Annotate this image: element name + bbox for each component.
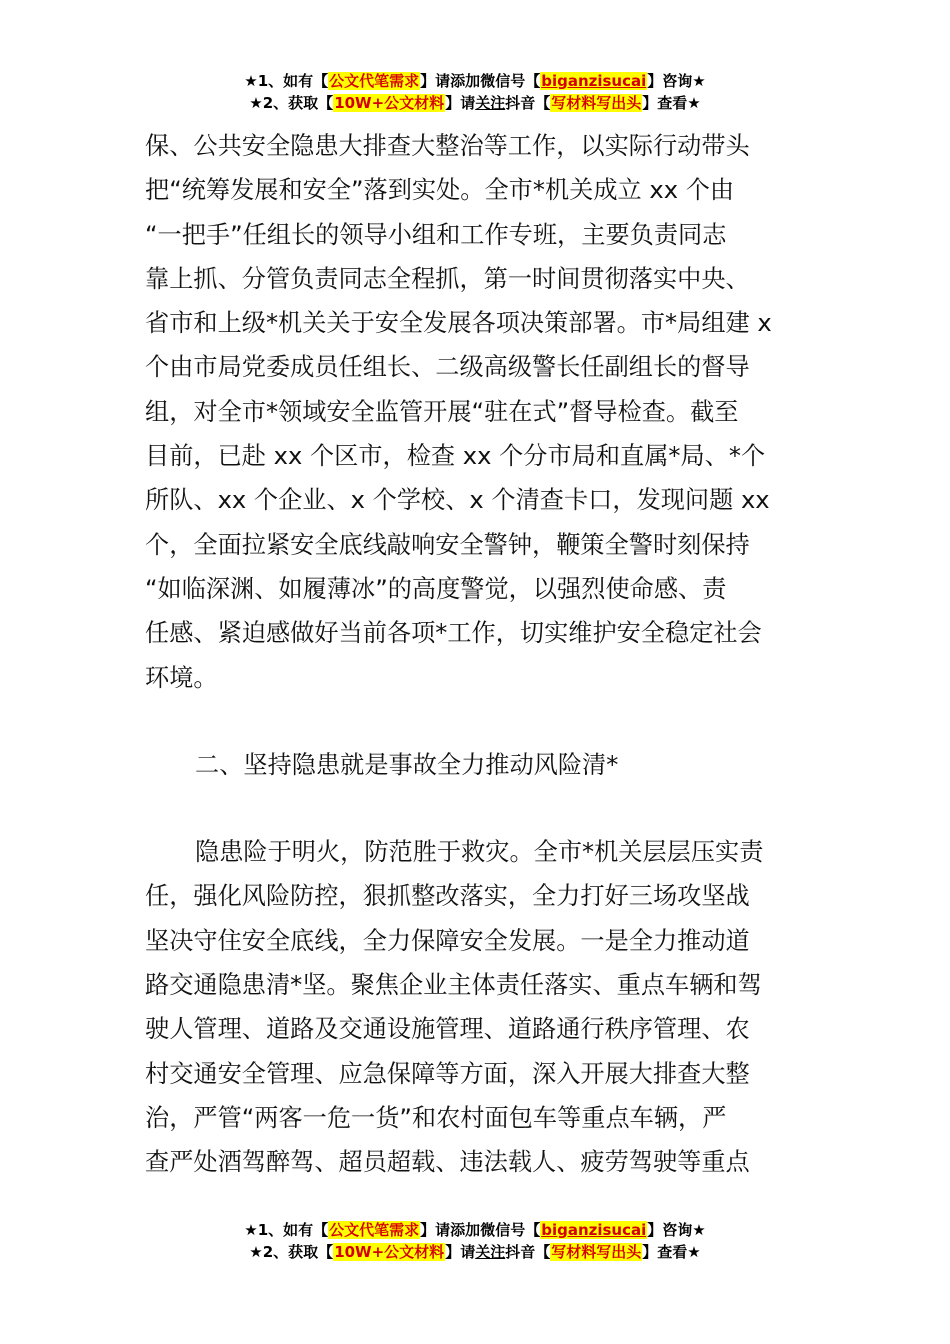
text-line: 治，严管“两客一危一货”和农村面包车等重点车辆，严 (145, 1103, 727, 1132)
text-line: “如临深渊、如履薄冰”的高度警觉，以强烈使命感、责 (145, 574, 727, 603)
text-line: “一把手”任组长的领导小组和工作专班，主要负责同志 (145, 220, 727, 249)
wechat-id-highlight[interactable]: biganzisucai (541, 1221, 647, 1239)
text-line: 个，全面拉紧安全底线敲响安全警钟，鞭策全警时刻保持 (145, 530, 750, 559)
douyin-account-highlight[interactable]: 写材料写出头 (551, 94, 642, 112)
douyin-account-highlight[interactable]: 写材料写出头 (551, 1243, 642, 1261)
text-line: 靠上抓、分管负责同志全程抓，第一时间贯彻落实中央、 (145, 264, 750, 293)
follow-link[interactable]: 关注 (475, 1243, 506, 1261)
text-line: 隐患险于明火，防范胜于救灾。全市*机关层层压实责 (195, 838, 764, 867)
spacer (145, 787, 810, 830)
banner-line-1: ★1、如有【公文代笔需求】请添加微信号【biganzisucai】咨询★ (244, 1221, 706, 1239)
text-line: 组，对全市*领域安全监管开展“驻在式”督导检查。截至 (145, 397, 739, 426)
text-line: 个由市局党委成员任组长、二级高级警长任副组长的督导 (145, 353, 750, 382)
text-line: 环境。 (145, 663, 218, 692)
text-line: 坚决守住安全底线，全力保障安全发展。一是全力推动道 (145, 926, 750, 955)
service-highlight: 公文代笔需求 (329, 72, 420, 90)
wechat-id-highlight[interactable]: biganzisucai (541, 72, 647, 90)
text-line: 保、公共安全隐患大排查大整治等工作，以实际行动带头 (145, 132, 750, 160)
service-highlight: 公文代笔需求 (329, 1221, 420, 1239)
banner-line-2: ★2、获取【10W+公文材料】请关注抖音【写材料写出头】查看★ (249, 94, 701, 112)
materials-highlight: 10W+公文材料 (334, 1243, 445, 1261)
banner-line-1: ★1、如有【公文代笔需求】请添加微信号【biganzisucai】咨询★ (244, 72, 706, 90)
paragraph-1 (145, 124, 810, 700)
text-line: 任感、紧迫感做好当前各项*工作，切实维护安全稳定社会 (145, 619, 762, 648)
banner-line-2: ★2、获取【10W+公文材料】请关注抖音【写材料写出头】查看★ (249, 1243, 701, 1261)
text-line: 省市和上级*机关关于安全发展各项决策部署。市*局组建 x (145, 309, 772, 338)
section-heading: 二、坚持隐患就是事故全力推动风险清* (195, 750, 619, 779)
header-banner (0, 70, 950, 114)
text-line: 把“统筹发展和安全”落到实处。全市*机关成立 xx 个由 (145, 176, 735, 205)
materials-highlight: 10W+公文材料 (334, 94, 445, 112)
follow-link[interactable]: 关注 (475, 94, 506, 112)
footer-banner (0, 1219, 950, 1263)
text-line: 村交通安全管理、应急保障等方面，深入开展大排查大整 (145, 1059, 750, 1088)
text-line: 驶人管理、道路及交通设施管理、道路通行秩序管理、农 (145, 1015, 750, 1044)
spacer (145, 700, 810, 743)
text-line: 路交通隐患清*坚。聚焦企业主体责任落实、重点车辆和驾 (145, 971, 762, 1000)
text-line: 查严处酒驾醉驾、超员超载、违法载人、疲劳驾驶等重点 (145, 1148, 750, 1177)
text-line: 目前，已赴 xx 个区市，检查 xx 个分市局和直属*局、*个 (145, 442, 766, 471)
paragraph-2 (145, 830, 810, 1184)
text-line: 任，强化风险防控，狠抓整改落实，全力打好三场攻坚战 (145, 882, 750, 911)
text-line: 所队、xx 个企业、x 个学校、x 个清查卡口，发现问题 xx (145, 486, 770, 515)
document-body (145, 124, 810, 1185)
